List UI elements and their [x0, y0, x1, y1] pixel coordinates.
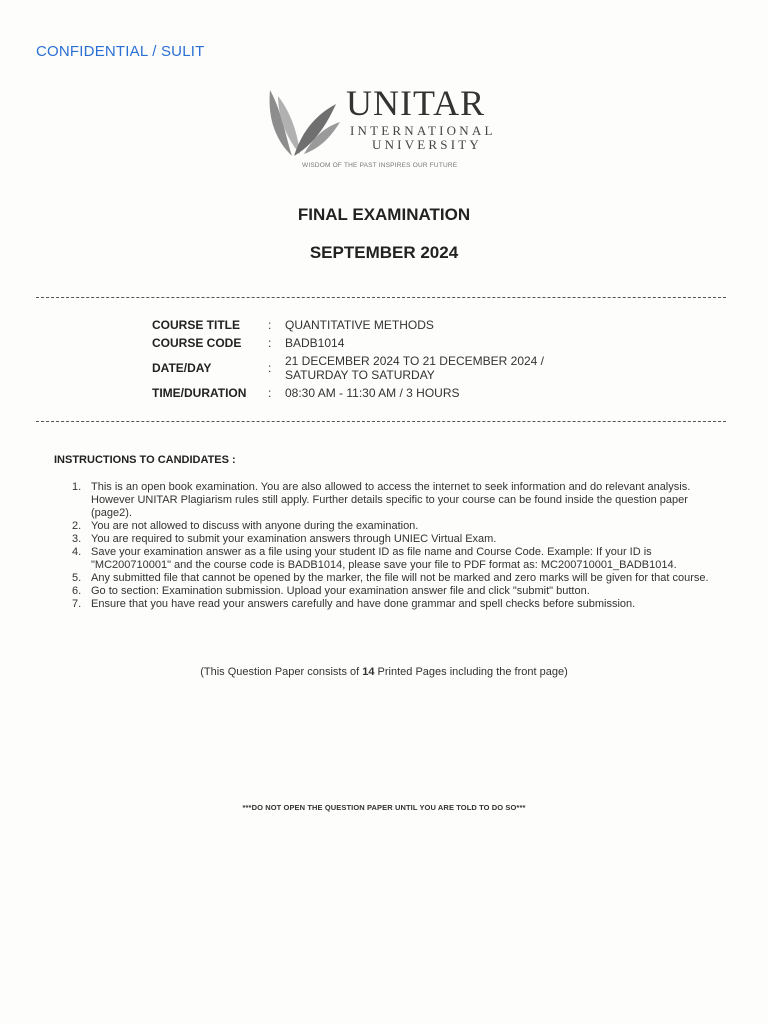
logo-wordmark: UNITAR: [346, 83, 486, 123]
time-duration-value: 08:30 AM - 11:30 AM / 3 HOURS: [285, 386, 460, 400]
page-count-suffix: Printed Pages including the front page): [374, 666, 568, 678]
instruction-text: This is an open book examination. You are also allowed to access the internet to seek information and do relevant analysis. However UNITAR Plagiarism rules still apply. Further details specific to your course can be found inside the question paper (page2).: [91, 481, 691, 519]
logo-tagline: WISDOM OF THE PAST INSPIRES OUR FUTURE: [302, 162, 458, 169]
course-title-label: COURSE TITLE: [152, 318, 241, 332]
instruction-item: [72, 481, 722, 520]
logo-subtitle-university: UNIVERSITY: [372, 137, 482, 152]
colon: :: [268, 361, 272, 375]
do-not-open-warning: ***DO NOT OPEN THE QUESTION PAPER UNTIL YOU ARE TOLD TO DO SO***: [242, 803, 526, 812]
page-count-prefix: (This Question Paper consists of: [200, 666, 363, 678]
instruction-number: 1.: [72, 481, 82, 493]
divider-bottom: [36, 421, 726, 422]
leaf-logo-icon: [264, 82, 344, 162]
date-day-value-line1: 21 DECEMBER 2024 TO 21 DECEMBER 2024 /: [285, 354, 545, 368]
instruction-number: 3.: [72, 533, 82, 545]
time-duration-label: TIME/DURATION: [152, 386, 247, 400]
confidential-label: CONFIDENTIAL / SULIT: [36, 43, 205, 60]
colon: :: [268, 386, 272, 400]
instruction-number: 4.: [72, 546, 82, 558]
page-count-note: [0, 666, 768, 678]
page-count-number: 14: [362, 666, 375, 678]
date-day-value: [285, 354, 585, 382]
instruction-number: 2.: [72, 520, 82, 532]
instruction-text: Save your examination answer as a file using your student ID as file name and Course Code. Example: If your ID is "MC200710001" and the course code is BADB1014, please save your file to PDF format as: MC200710001_BADB1014.: [91, 546, 677, 571]
instruction-item: [72, 533, 722, 546]
course-code-value: BADB1014: [285, 336, 345, 350]
exam-title: FINAL EXAMINATION: [297, 205, 471, 224]
instruction-number: 6.: [72, 585, 82, 597]
divider-top: [36, 297, 726, 298]
date-day-label: DATE/DAY: [152, 361, 212, 375]
instructions-list: [72, 481, 722, 611]
instruction-item: [72, 585, 722, 598]
exam-session: SEPTEMBER 2024: [309, 243, 459, 262]
course-code-label: COURSE CODE: [152, 336, 242, 350]
instruction-item: [72, 572, 722, 585]
date-day-value-line2: SATURDAY TO SATURDAY: [285, 368, 435, 382]
instructions-heading: INSTRUCTIONS TO CANDIDATES :: [54, 454, 236, 466]
instruction-text: Ensure that you have read your answers carefully and have done grammar and spell checks before submission.: [91, 598, 636, 610]
instruction-text: You are required to submit your examination answers through UNIEC Virtual Exam.: [91, 533, 497, 545]
instruction-number: 5.: [72, 572, 82, 584]
instruction-text: You are not allowed to discuss with anyone during the examination.: [91, 520, 419, 532]
instruction-item: [72, 546, 722, 572]
instruction-number: 7.: [72, 598, 82, 610]
instruction-text: Go to section: Examination submission. Upload your examination answer file and click "submit" button.: [91, 585, 590, 597]
logo-subtitle-international: INTERNATIONAL: [350, 123, 496, 138]
course-title-value: QUANTITATIVE METHODS: [285, 318, 434, 332]
instruction-text: Any submitted file that cannot be opened by the marker, the file will not be marked and zero marks will be given for that course.: [91, 572, 709, 584]
university-logo: [264, 82, 504, 174]
colon: :: [268, 336, 272, 350]
instruction-item: [72, 598, 722, 611]
colon: :: [268, 318, 272, 332]
instruction-item: [72, 520, 722, 533]
